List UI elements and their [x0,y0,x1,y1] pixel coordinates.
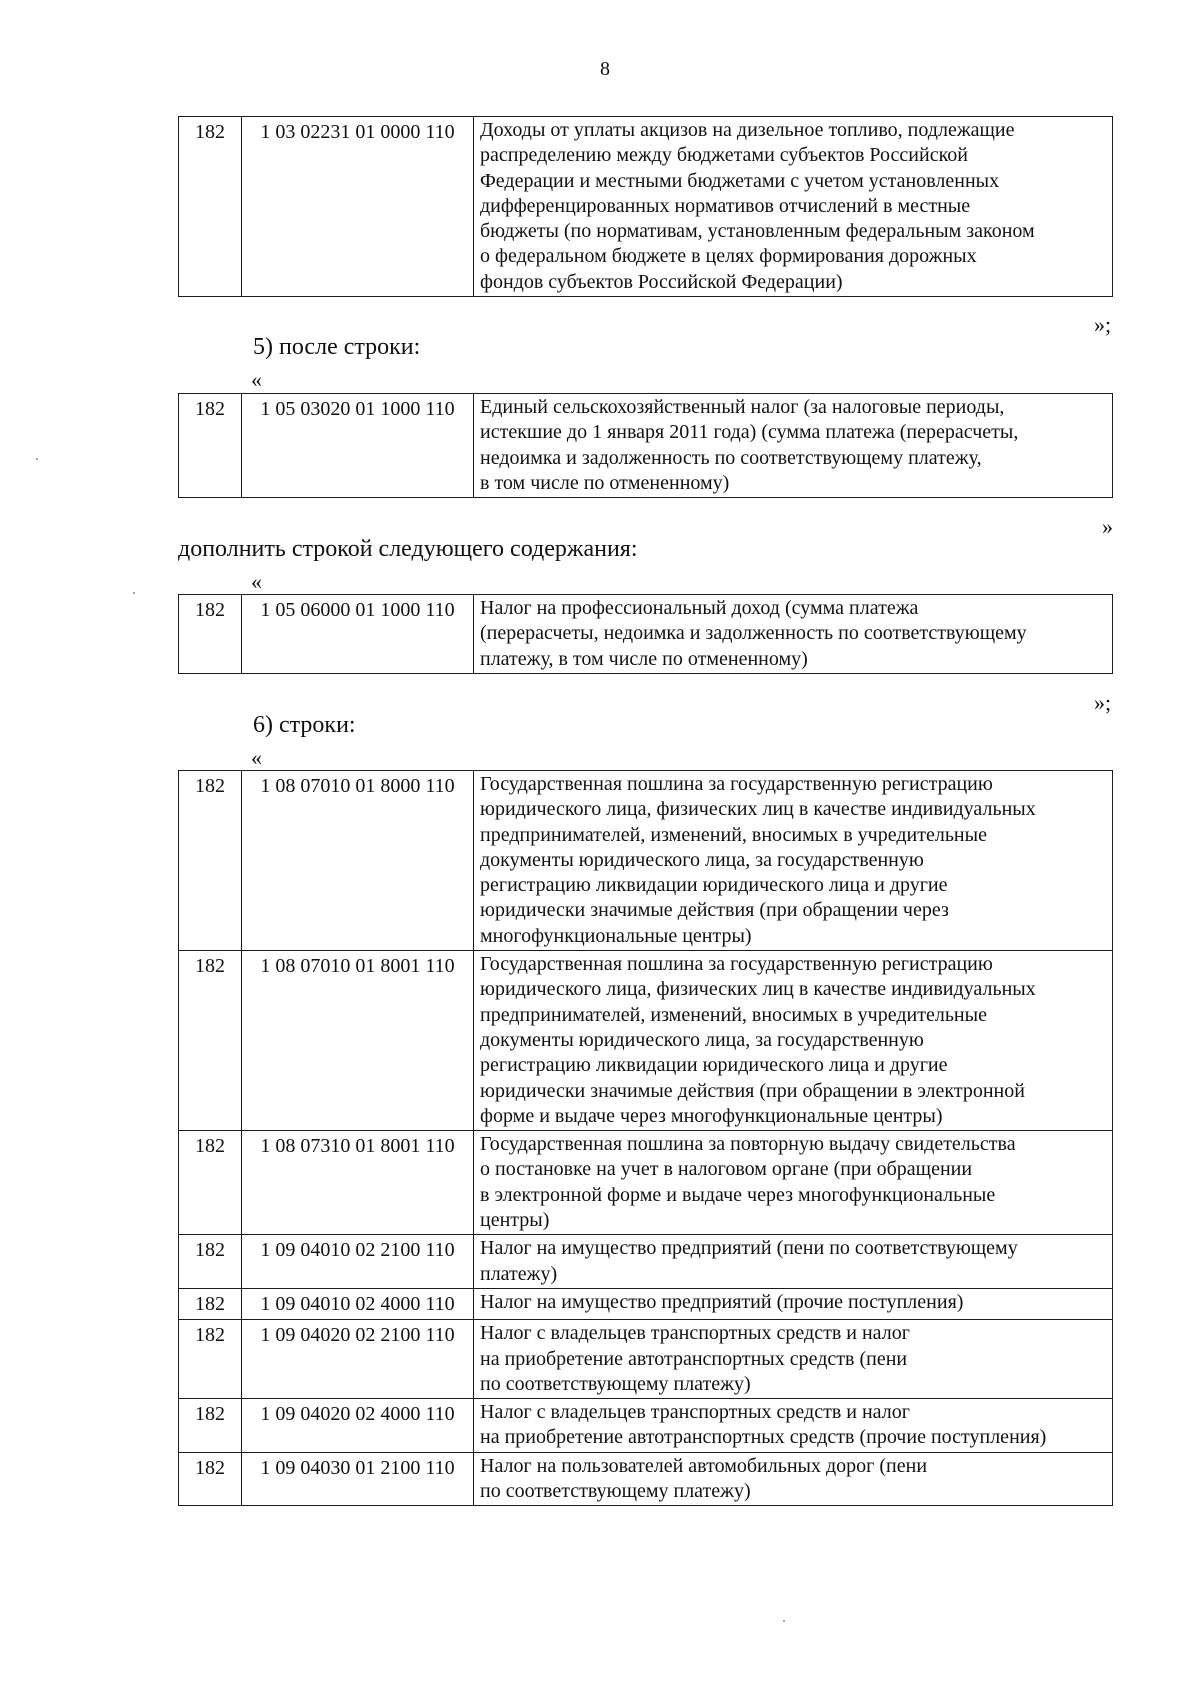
description-line: многофункциональные центры) [480,924,752,947]
description-line: юридического лица, физических лиц в качестве индивидуальных [480,978,1036,1001]
description-line: по соответствующему платежу) [480,1372,751,1395]
description-line: Налог на имущество предприятий (пени по соответствующему [480,1237,1018,1260]
description-line: Налог на пользователей автомобильных дорог (пени [480,1454,928,1477]
tax-authority-code: 182 [179,1452,242,1506]
closing-quote-2: » [1102,514,1113,539]
description-line: Налог на имущество предприятий (прочие поступления) [480,1290,964,1313]
tax-authority-code: 182 [179,771,242,951]
description-line: юридического лица, физических лиц в качестве индивидуальных [480,798,1036,821]
description-line: центры) [480,1209,550,1232]
table-row [179,951,1113,1131]
description-line: по соответствующему платежу) [480,1480,751,1503]
description-line: предпринимателей, изменений, вносимых в учредительные [480,1003,987,1026]
budget-classification-code: 1 09 04010 02 4000 110 [242,1288,474,1319]
budget-classification-code: 1 09 04020 02 4000 110 [242,1399,474,1453]
revenue-table-2 [178,393,1113,498]
table-row [179,771,1113,951]
description-line: Налог с владельцев транспортных средств и налог [480,1322,910,1345]
tax-authority-code: 182 [179,117,242,297]
opening-quote-3: « [251,569,262,594]
page-number: 8 [600,58,610,80]
budget-classification-code: 1 09 04020 02 2100 110 [242,1320,474,1399]
description-line: платежу, в том числе по отмененному) [480,647,808,670]
scan-speck [36,458,38,460]
scan-speck [783,1620,785,1622]
description-line: Государственная пошлина за повторную выдачу свидетельства [480,1133,1016,1156]
description-line: дифференцированных нормативов отчислений в местные [480,194,971,217]
revenue-description [474,595,1113,674]
table-row [179,394,1113,498]
description-line: фондов субъектов Российской Федерации) [480,270,843,293]
description-line: Налог с владельцев транспортных средств и налог [480,1401,910,1424]
table-row [179,117,1113,297]
revenue-description [474,1131,1113,1235]
revenue-description [474,1235,1113,1289]
tax-authority-code: 182 [179,1320,242,1399]
description-line: истекшие до 1 января 2011 года) (сумма платежа (перерасчеты, [480,421,1019,444]
revenue-description [474,771,1113,951]
description-line: Единый сельскохозяйственный налог (за налоговые периоды, [480,396,1005,418]
closing-quote-1: »; [1094,312,1112,337]
revenue-description [474,1399,1113,1453]
description-line: недоимка и задолженность по соответствующему платежу, [480,446,982,469]
description-line: о постановке на учет в налоговом органе (при обращении [480,1158,973,1181]
revenue-table-1 [178,116,1113,297]
tax-authority-code: 182 [179,1288,242,1319]
budget-classification-code: 1 08 07010 01 8000 110 [242,771,474,951]
budget-classification-code: 1 09 04010 02 2100 110 [242,1235,474,1289]
tax-authority-code: 182 [179,1399,242,1453]
description-line: Государственная пошлина за государственную регистрацию [480,953,993,976]
description-line: на приобретение автотранспортных средств (пени [480,1347,908,1370]
description-line: в том числе по отмененному) [480,471,730,494]
opening-quote-2: « [251,367,262,392]
revenue-description [474,394,1113,498]
budget-classification-code: 1 05 06000 01 1000 110 [242,595,474,674]
description-line: о федеральном бюджете в целях формирования дорожных [480,245,977,268]
opening-quote-4: « [251,745,262,770]
table-row [179,1235,1113,1289]
description-line: предпринимателей, изменений, вносимых в учредительные [480,823,987,846]
table-row [179,1399,1113,1453]
description-line: документы юридического лица, за государственную [480,1028,924,1051]
description-line: регистрацию ликвидации юридического лица и другие [480,1054,948,1077]
budget-classification-code: 1 05 03020 01 1000 110 [242,394,474,498]
budget-classification-code: 1 08 07010 01 8001 110 [242,951,474,1131]
description-line: Налог на профессиональный доход (сумма платежа [480,597,919,619]
revenue-table-3 [178,594,1113,674]
description-line: бюджеты (по нормативам, установленным федеральным законом [480,220,1035,243]
tax-authority-code: 182 [179,951,242,1131]
table-row [179,1131,1113,1235]
description-line: документы юридического лица, за государственную [480,848,924,871]
tax-authority-code: 182 [179,1131,242,1235]
description-line: в электронной форме и выдаче через многофункциональные [480,1183,996,1206]
description-line: регистрацию ликвидации юридического лица и другие [480,874,948,897]
tax-authority-code: 182 [179,1235,242,1289]
revenue-description [474,951,1113,1131]
table-row [179,1288,1113,1319]
table-row [179,595,1113,674]
budget-classification-code: 1 08 07310 01 8001 110 [242,1131,474,1235]
revenue-table-4 [178,770,1113,1506]
description-line: Доходы от уплаты акцизов на дизельное топливо, подлежащие [480,119,1015,141]
revenue-description [474,117,1113,297]
description-line: Федерации и местными бюджетами с учетом установленных [480,169,1000,192]
budget-classification-code: 1 09 04030 01 2100 110 [242,1452,474,1506]
table-row [179,1452,1113,1506]
item-6-label: 6) строки: [253,712,356,738]
description-line: распределению между бюджетами субъектов Российской [480,144,968,167]
description-line: Государственная пошлина за государственную регистрацию [480,773,993,795]
supplement-label: дополнить строкой следующего содержания: [178,536,638,562]
revenue-description [474,1452,1113,1506]
tax-authority-code: 182 [179,595,242,674]
scan-speck [133,592,135,594]
description-line: юридически значимые действия (при обращении в электронной [480,1079,1025,1102]
revenue-description [474,1320,1113,1399]
description-line: (перерасчеты, недоимка и задолженность по соответствующему [480,622,1027,645]
revenue-description [474,1288,1113,1319]
description-line: платежу) [480,1262,558,1285]
table-row [179,1320,1113,1399]
item-5-label: 5) после строки: [253,334,421,360]
budget-classification-code: 1 03 02231 01 0000 110 [242,117,474,297]
closing-quote-3: »; [1094,690,1112,715]
description-line: на приобретение автотранспортных средств (прочие поступления) [480,1426,1047,1449]
description-line: форме и выдаче через многофункциональные центры) [480,1104,943,1127]
tax-authority-code: 182 [179,394,242,498]
description-line: юридически значимые действия (при обращении через [480,899,949,922]
